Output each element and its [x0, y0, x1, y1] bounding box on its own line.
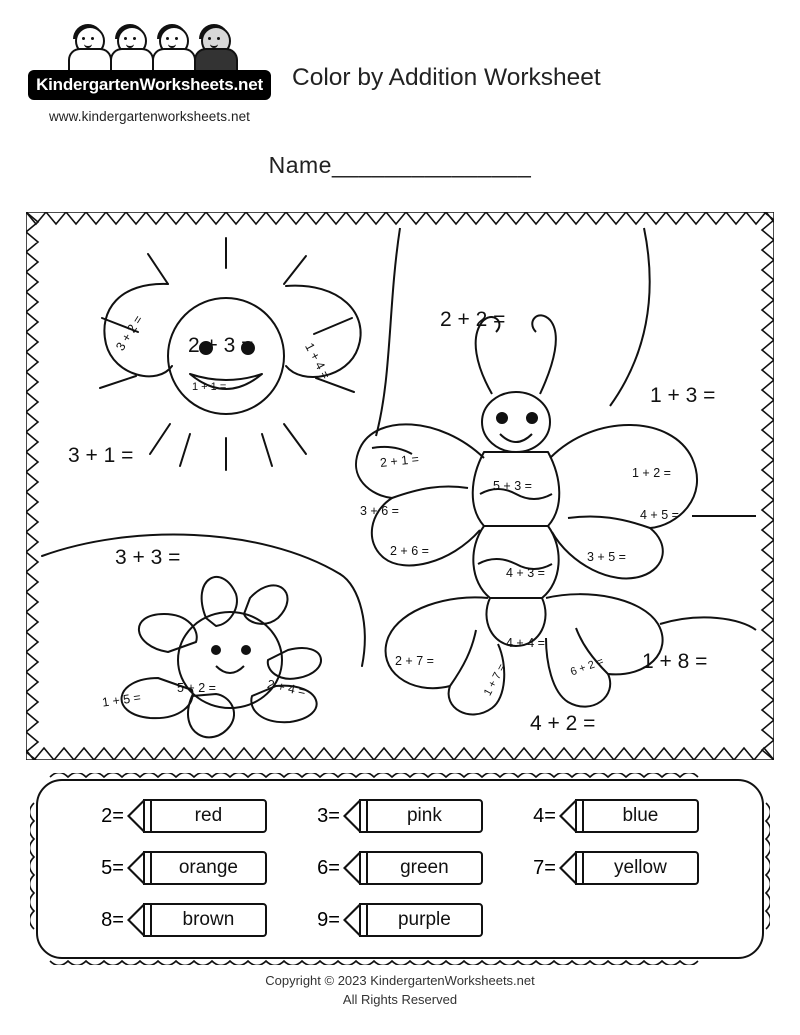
- equation-label: 1 + 4 =: [302, 340, 333, 382]
- equation-label: 2 + 1 =: [379, 452, 420, 470]
- site-logo[interactable]: [22, 24, 277, 124]
- equation-label: 1 + 2 =: [632, 466, 671, 480]
- logo-wordmark: KindergartenWorksheets.net: [28, 70, 271, 100]
- color-key-item: [292, 901, 508, 939]
- color-key-number: 5=: [101, 856, 124, 879]
- kids-illustration-icon: [42, 24, 257, 70]
- equation-label: 3 + 5 =: [587, 550, 626, 564]
- equation-label: 4 + 3 =: [506, 566, 545, 580]
- equation-label: 2 + 7 =: [395, 654, 434, 668]
- equation-label: 4 + 2 =: [530, 712, 596, 735]
- crayon-icon: [127, 799, 267, 833]
- equation-label: 1 + 7 =: [481, 662, 509, 698]
- color-key-item: [508, 849, 724, 887]
- color-key-number: 9=: [317, 908, 340, 931]
- color-key-number: 6=: [317, 856, 340, 879]
- color-key-label: yellow: [582, 851, 699, 885]
- equation-label: 5 + 3 =: [493, 479, 532, 493]
- color-key-number: 8=: [101, 908, 124, 931]
- equation-label: 1 + 3 =: [650, 384, 716, 407]
- crayon-icon: [343, 851, 483, 885]
- color-key-item: [76, 797, 292, 835]
- color-key-label: brown: [150, 903, 267, 937]
- copyright-text: Copyright © 2023 KindergartenWorksheets.net: [265, 973, 535, 988]
- color-key-item: [76, 849, 292, 887]
- crayon-icon: [559, 851, 699, 885]
- color-key-item: [292, 797, 508, 835]
- crayon-icon: [559, 799, 699, 833]
- equation-label: 1 + 8 =: [642, 650, 708, 673]
- crayon-icon: [127, 851, 267, 885]
- page-header: [0, 18, 800, 138]
- color-key-number: 3=: [317, 804, 340, 827]
- equation-label: 4 + 5 =: [640, 508, 679, 522]
- equation-label: 4 + 4 =: [506, 636, 545, 650]
- color-key-label: orange: [150, 851, 267, 885]
- color-key-item: [508, 797, 724, 835]
- color-key-label: red: [150, 799, 267, 833]
- footer: [0, 972, 800, 1010]
- site-url: www.kindergartenworksheets.net: [48, 109, 251, 124]
- equation-label: 1 + 1 =: [192, 381, 227, 393]
- line-art: [40, 226, 758, 744]
- color-key-label: blue: [582, 799, 699, 833]
- equation-label: 2 + 2 =: [440, 308, 506, 331]
- equation-label: 2 + 6 =: [390, 544, 429, 558]
- name-field-label: Name_______________: [268, 152, 532, 178]
- crayon-icon: [127, 903, 267, 937]
- equation-label: 3 + 1 =: [68, 444, 134, 467]
- color-key-label: pink: [366, 799, 483, 833]
- equation-label: 3 + 6 =: [360, 504, 399, 518]
- equation-label: 6 + 2 =: [568, 655, 606, 679]
- equation-label: 5 + 2 =: [177, 681, 216, 695]
- equation-label: 2 + 4 =: [265, 677, 307, 699]
- crayon-icon: [343, 903, 483, 937]
- crayon-icon: [343, 799, 483, 833]
- color-key-label: green: [366, 851, 483, 885]
- equation-label: 3 + 2 =: [113, 312, 146, 354]
- color-key-item: [292, 849, 508, 887]
- page-title: Color by Addition Worksheet: [292, 64, 601, 91]
- color-key: [36, 779, 764, 959]
- rights-text: All Rights Reserved: [342, 991, 458, 1007]
- color-key-number: 4=: [533, 804, 556, 827]
- color-key-number: 7=: [533, 856, 556, 879]
- equation-label: 1 + 5 =: [101, 690, 142, 710]
- coloring-scene: [40, 226, 758, 744]
- equation-label: 3 + 3 =: [115, 546, 181, 569]
- color-key-number: 2=: [101, 804, 124, 827]
- equation-label: 2 + 3 =: [188, 334, 254, 357]
- color-key-item: [76, 901, 292, 939]
- color-key-label: purple: [366, 903, 483, 937]
- coloring-picture-frame: [26, 212, 774, 760]
